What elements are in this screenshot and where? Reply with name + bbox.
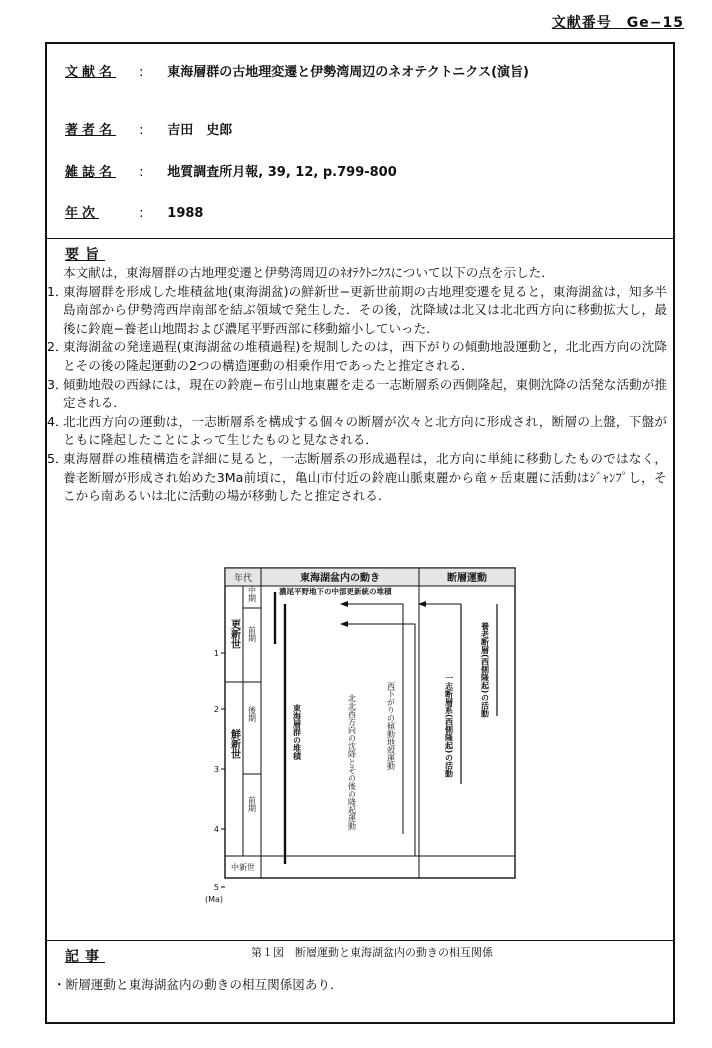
head-era: 年代 [233,574,253,584]
y-tick: 2 [213,705,219,714]
summary-intro: 本文献は，東海層群の古地理変遷と伊勢湾周辺のﾈｵﾃｸﾄﾆｸｽについて以下の点を示した． [63,265,554,280]
item-text: 傾動地殻の西縁には，現在の鈴鹿−布引山地東麗を走る一志断層系の西側隆起，東側沈降の活発な活動が推定される． [63,376,667,411]
summary-item [47,376,667,413]
y-tick: 5 [213,883,219,892]
label-nnw: 北北西方向の沈降とその後の隆起運動 [347,694,357,830]
journal-row [65,164,397,182]
head-basin: 東海湖盆内の動き [300,573,380,584]
item-number: 4． [47,413,68,429]
author-colon: : [139,123,144,138]
author-label: 著者名 [65,123,117,138]
epoch-pliocene: 鮮新世 [228,729,240,759]
item-number: 2． [47,339,68,355]
label-nobi-deposit: 濃尾平野地下の中部更新統の堆積 [279,587,392,596]
summary-body [47,264,667,506]
year-colon: : [139,206,144,221]
y-unit: (Ma) [204,895,223,904]
journal-value: 地質調査所月報, 39, 12, p.799-800 [167,165,397,180]
label-yoro: 養老断層(西側隆起)の活動 [480,622,490,718]
document-number: 文献番号 Ge−15 [551,15,684,31]
y-tick: 1 [213,649,219,658]
title-value: 東海層群の古地理変遷と伊勢湾周辺のネオテクトニクス(演旨) [167,65,529,80]
year-label: 年次 [65,206,100,221]
label-tokai-deposit: 東海層群の堆積 [292,704,302,760]
item-text: 北北西方向の運動は，一志断層系を構成する個々の断層が次々と北方向に形成され，断層の上盤，下盤がともに隆起したことによって生じたものと見なされる． [63,413,667,448]
y-tick: 4 [213,825,219,834]
figure-fault-basin-relation [187,564,557,959]
item-number: 1． [47,283,68,299]
item-text: 東海湖盆の発達過程(東海湖盆の堆積過程)を規制したのは，西下がりの傾動地設運動と，北北西方向の沈降とその後の隆起運動の2つの構造運動の相乗作用であったと推定される． [63,339,667,373]
label-ichishi: 一志断層系(西側隆起)の活動 [444,674,454,778]
document-frame [45,42,675,1024]
item-number: 3． [47,376,68,392]
author-value: 吉田 史郎 [167,123,233,138]
year-value: 1988 [167,206,204,221]
epoch-pleistocene: 更新世 [228,619,240,649]
title-label: 文献名 [65,65,117,80]
figure-diagram [187,564,557,934]
figure-box [225,568,515,878]
summary-item [47,450,667,506]
divider-top [47,238,673,239]
summary-item [47,338,667,375]
item-text: 東海層群の堆積構造を詳細に見ると，一志断層系の形成過程は，北方向に単純に移動したものではなく，養老断層が形成され始めた3Ma前頃に，亀山市付近の鈴鹿山脈東麗から竜ヶ岳東麗に活動はｼﾞｬﾝﾌﾟし，そこから南あるいは北に活動の場が移動したと推定される． [63,450,667,504]
notes-item: ・断層運動と東海湖盆内の動きの相互関係図あり． [53,977,343,992]
journal-colon: : [139,165,144,180]
head-fault: 断層運動 [447,573,487,584]
y-tick: 3 [213,765,219,774]
label-tilt: 西下がりの傾動地殻運動 [386,682,396,770]
sub-early-pleistocene: 前期 [247,626,257,642]
title-colon: : [139,65,144,80]
metadata-section [47,44,673,238]
sub-early-pliocene: 前期 [247,796,257,812]
year-row [65,205,203,223]
sub-miocene: 中新世 [231,863,255,872]
divider-bottom [47,940,673,941]
journal-label: 雑誌名 [65,165,117,180]
summary-heading: 要旨 [65,247,105,263]
item-number: 5． [47,450,68,466]
notes-heading: 記事 [65,949,105,965]
summary-item [47,413,667,450]
title-row [65,64,529,82]
item-text: 東海層群を形成した堆積盆地(東海湖盆)の鮮新世−更新世前期の古地理変遷を見ると，東海湖盆は，知多半島南部から伊勢湾西岸南部を結ぶ領域で発生した．その後，沈降域は北又は北北西方向に移動拡大し，最後に鈴鹿−養老山地間および濃尾平野西部に移動縮小していった． [63,283,667,336]
summary-item [47,283,667,339]
author-row [65,122,232,140]
sub-middle: 中期 [247,586,257,602]
figure-caption: 第１図 断層運動と東海湖盆内の動きの相互関係 [251,946,493,959]
sub-late: 後期 [247,706,257,722]
